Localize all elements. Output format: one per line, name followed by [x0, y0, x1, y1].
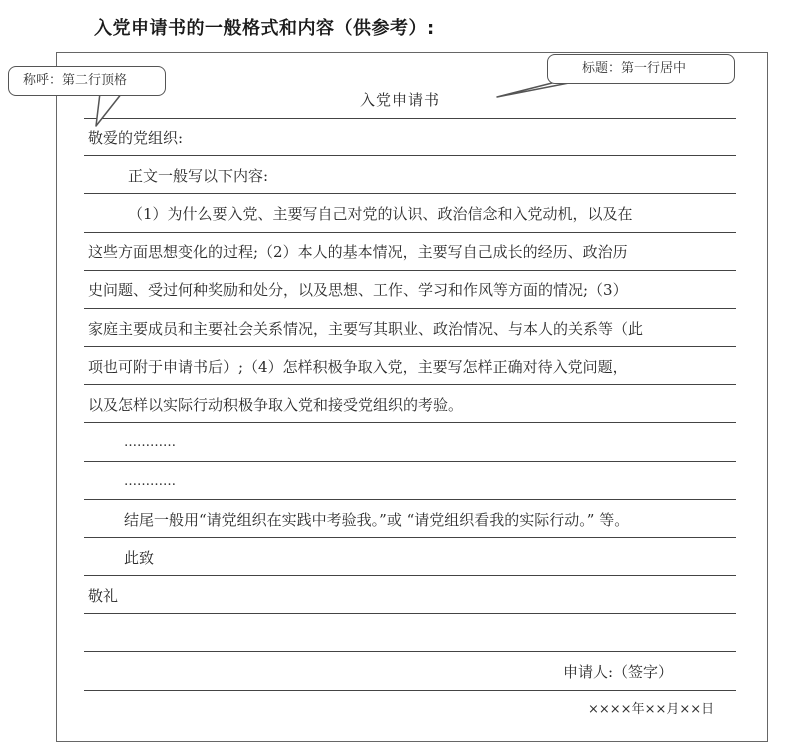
ruled-line	[84, 575, 736, 576]
ruled-line	[84, 384, 736, 385]
body-line: （1）为什么要入党、主要写自己对党的认识、政治信念和入党动机，以及在	[128, 205, 633, 223]
ruled-line	[84, 651, 736, 652]
ruled-line	[84, 690, 736, 691]
cizhi-line: 此致	[124, 549, 155, 567]
date-line: ××××年××月××日	[588, 702, 715, 717]
jingli-line: 敬礼	[88, 587, 119, 605]
ruled-line	[84, 499, 736, 500]
body-intro: 正文一般写以下内容:	[128, 167, 269, 185]
body-line: 项也可附于申请书后）;（4）怎样积极争取入党，主要写怎样正确对待入党问题，	[88, 358, 628, 376]
ruled-line	[84, 537, 736, 538]
salutation-callout: 称呼：第二行顶格	[8, 66, 166, 96]
body-line: 以及怎样以实际行动积极争取入党和接受党组织的考验。	[88, 396, 464, 414]
ruled-line	[84, 155, 736, 156]
ellipsis-line: …………	[124, 474, 176, 489]
ruled-line	[84, 422, 736, 423]
ellipsis-line: …………	[124, 435, 176, 450]
signature-line: 申请人:（签字）	[563, 663, 674, 681]
ruled-line	[84, 613, 736, 614]
ruled-line	[84, 308, 736, 309]
ruled-line	[84, 461, 736, 462]
body-line: 家庭主要成员和主要社会关系情况，主要写其职业、政治情况、与本人的关系等（此	[88, 320, 644, 338]
body-line: 这些方面思想变化的过程;（2）本人的基本情况，主要写自己成长的经历、政治历	[88, 243, 628, 261]
page-heading: 入党申请书的一般格式和内容（供参考）:	[94, 18, 435, 39]
title-callout: 标题：第一行居中	[547, 54, 735, 84]
ruled-line	[84, 232, 736, 233]
ruled-line	[84, 118, 736, 119]
ruled-line	[84, 270, 736, 271]
closing-line: 结尾一般用“请党组织在实践中考验我。”或 “请党组织看我的实际行动。” 等。	[124, 511, 630, 529]
ruled-line	[84, 346, 736, 347]
salutation: 敬爱的党组织:	[88, 129, 184, 147]
letter-title: 入党申请书	[360, 91, 441, 109]
body-line: 史问题、受过何种奖励和处分，以及思想、工作、学习和作风等方面的情况;（3）	[88, 281, 628, 299]
ruled-line	[84, 193, 736, 194]
